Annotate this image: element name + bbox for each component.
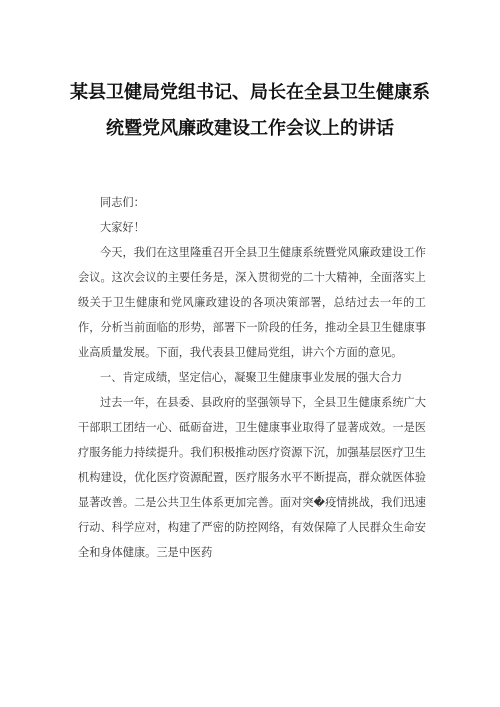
salutation-comrades: 同志们： xyxy=(100,196,145,209)
section-heading-1: 一、肯定成绩，坚定信心，凝聚卫生健康事业发展的强大合力 xyxy=(100,371,403,384)
salutation-greeting: 大家好！ xyxy=(100,221,145,234)
paragraph-achievements: 过去一年，在县委、县政府的坚强领导下，全县卫生健康系统广大干部职工团结一心、砥砺奋进，卫生健康事业取得了显著成效。一是医疗服务能力持续提升。我们积极推动医疗资源下沉，加强基层医疗卫生机构建设，优化医疗资源配置，医疗服务水平不断提高，群众就医体验显著改善。二是公共卫生体系更加完善。面对突�疫情挑战，我们迅速行动、科学应对，构建了严密的防控网络，有效保障了人民群众生命安全和身体健康。三是中医药 xyxy=(78,396,426,559)
paragraph-intro: 今天，我们在这里隆重召开全县卫生健康系统暨党风廉政建设工作会议。这次会议的主要任务是，深入贯彻党的二十大精神，全面落实上级关于卫生健康和党风廉政建设的各项决策部署，总结过去一年的工作，分析当前面临的形势，部署下一阶段的任务，推动全县卫生健康事业高质量发展。下面，我代表县卫健局党组，讲六个方面的意见。 xyxy=(78,246,426,359)
document-body xyxy=(78,190,426,565)
document-title: 某县卫健局党组书记、局长在全县卫生健康系统暨党风廉政建设工作会议上的讲话 xyxy=(70,82,430,139)
